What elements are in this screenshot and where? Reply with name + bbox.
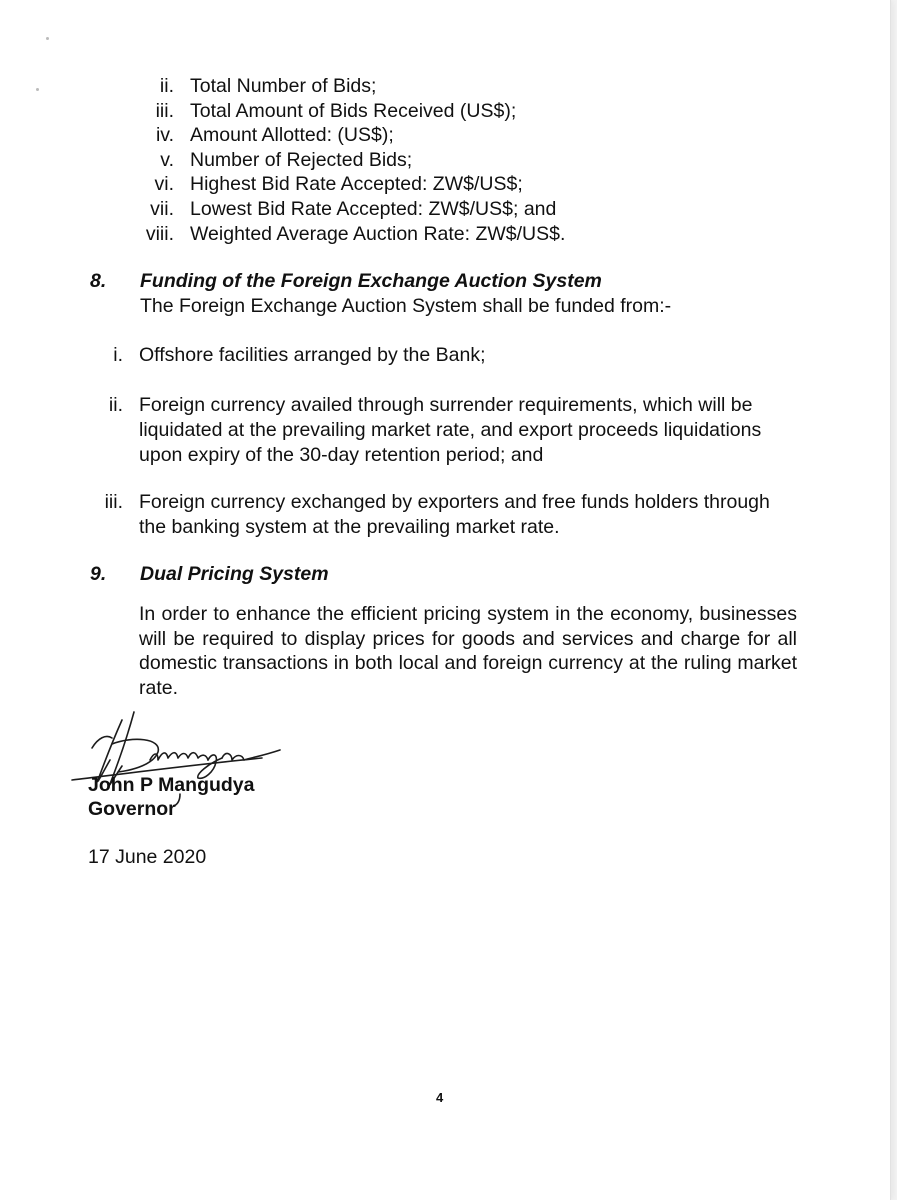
- document-date: 17 June 2020: [88, 846, 207, 868]
- list-item-number: ii.: [108, 394, 123, 416]
- scan-speck: [46, 37, 49, 40]
- list-item: [80, 490, 800, 540]
- list-item-text: Total Amount of Bids Received (US$);: [190, 99, 517, 122]
- list-item: [130, 222, 565, 247]
- list-item-number: ii.: [159, 75, 174, 97]
- list-item-number: v.: [160, 148, 174, 171]
- list-item: [80, 393, 800, 467]
- list-item-text: Offshore facilities arranged by the Bank;: [139, 344, 486, 366]
- list-item-text: Foreign currency exchanged by exporters and free funds holders through the banking system at the prevailing market rate.: [139, 491, 770, 538]
- signatory-position: Governor: [88, 798, 176, 820]
- list-item: [130, 197, 565, 222]
- section-number: 9.: [90, 563, 107, 585]
- section-9-body: In order to enhance the efficient pricing system in the economy, businesses will be required to display prices for goods and services and charge for all domestic transactions in both local and foreign currency at the ruling market rate.: [139, 603, 797, 699]
- auction-results-list: [130, 74, 565, 246]
- list-item-number: viii.: [145, 222, 174, 245]
- list-item-number: iii.: [104, 491, 123, 513]
- signatory-name: John P Mangudya: [88, 774, 255, 796]
- list-item-number: i.: [113, 344, 123, 366]
- list-item-text: Foreign currency availed through surrender requirements, which will be liquidated at the prevailing market rate, and export proceeds liquidations upon expiry of the 30-day retention period; and: [139, 394, 762, 466]
- list-item-number: vii.: [150, 197, 174, 220]
- section-title: Dual Pricing System: [140, 563, 329, 585]
- list-item-number: iv.: [155, 124, 174, 147]
- list-item: [130, 99, 565, 124]
- list-item-text: Number of Rejected Bids;: [190, 148, 413, 171]
- list-item: [130, 123, 565, 148]
- page-number: 4: [436, 1090, 444, 1105]
- list-item: [80, 343, 800, 368]
- list-item: [130, 172, 565, 197]
- list-item-number: vi.: [154, 173, 174, 196]
- list-item: [130, 74, 565, 99]
- list-item-text: Amount Allotted: (US$);: [190, 124, 394, 147]
- list-item-text: Total Number of Bids;: [190, 75, 377, 97]
- list-item-text: Highest Bid Rate Accepted: ZW$/US$;: [190, 173, 523, 196]
- section-8-intro: The Foreign Exchange Auction System shall be funded from:-: [140, 295, 672, 317]
- list-item: [130, 148, 565, 173]
- list-item-text: Lowest Bid Rate Accepted: ZW$/US$; and: [190, 197, 557, 220]
- list-item-number: iii.: [155, 99, 174, 122]
- list-item-text: Weighted Average Auction Rate: ZW$/US$.: [190, 222, 566, 245]
- section-title: Funding of the Foreign Exchange Auction System: [140, 270, 602, 292]
- scan-speck: [36, 88, 39, 91]
- section-number: 8.: [90, 270, 107, 292]
